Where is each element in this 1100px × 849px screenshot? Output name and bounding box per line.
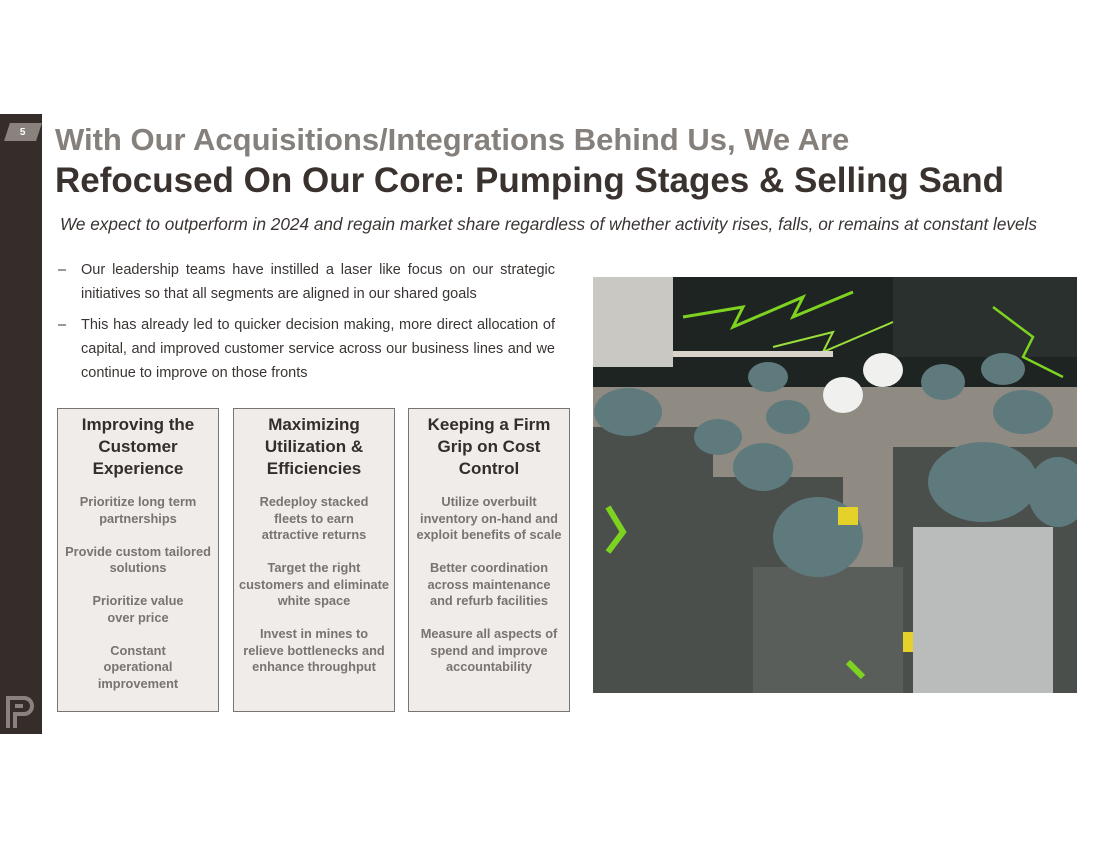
box-item: Invest in mines to relieve bottlenecks and enhance throughput <box>243 626 385 674</box>
propetro-logo-icon <box>4 694 38 730</box>
title-line-2: Refocused On Our Core: Pumping Stages & Selling Sand <box>55 161 1005 200</box>
box-item: Prioritize long term partnerships <box>79 494 197 526</box>
bullet-text: This has already led to quicker decision making, more direct allocation of capital, and improved customer service across our business lines and we continue to improve on those fronts <box>81 317 555 381</box>
bullet-item <box>58 313 555 385</box>
box-cost-control <box>408 408 570 712</box>
box-item: Target the right customers and eliminate white space <box>238 560 390 608</box>
bullet-text: Our leadership teams have instilled a laser like focus on our strategic initiatives so that all segments are aligned in our shared goals <box>81 262 555 302</box>
title-line-1: With Our Acquisitions/Integrations Behind Us, We Are <box>55 122 850 157</box>
crew-photo <box>593 277 1077 693</box>
page-number-badge <box>4 123 42 141</box>
box-item: Measure all aspects of spend and improve accountability <box>420 626 558 674</box>
box-heading: Keeping a Firm Grip on Cost Control <box>427 415 551 478</box>
bullet-dash: – <box>58 317 67 333</box>
left-sidebar-bar <box>0 114 42 734</box>
box-item: Utilize overbuilt inventory on-hand and exploit benefits of scale <box>416 494 562 542</box>
bullet-list <box>58 258 555 392</box>
box-item: Better coordination across maintenance and refurb facilities <box>427 560 551 608</box>
box-item: Redeploy stacked fleets to earn attractive returns <box>259 494 369 542</box>
box-heading: Maximizing Utilization & Efficiencies <box>264 415 364 478</box>
page-number: 5 <box>20 126 26 138</box>
box-utilization <box>233 408 395 712</box>
bullet-item <box>58 258 555 306</box>
box-customer-experience <box>57 408 219 712</box>
bullet-dash: – <box>58 262 67 278</box>
box-item: Provide custom tailored solutions <box>65 543 211 575</box>
crew-photo-illustration <box>593 277 1077 693</box>
subtitle: We expect to outperform in 2024 and regain market share regardless of whether activity rises, falls, or remains at constant levels <box>60 214 1037 234</box>
box-heading: Improving the Customer Experience <box>81 415 195 478</box>
box-item: Prioritize value over price <box>92 593 184 625</box>
box-item: Constant operational improvement <box>97 642 179 691</box>
